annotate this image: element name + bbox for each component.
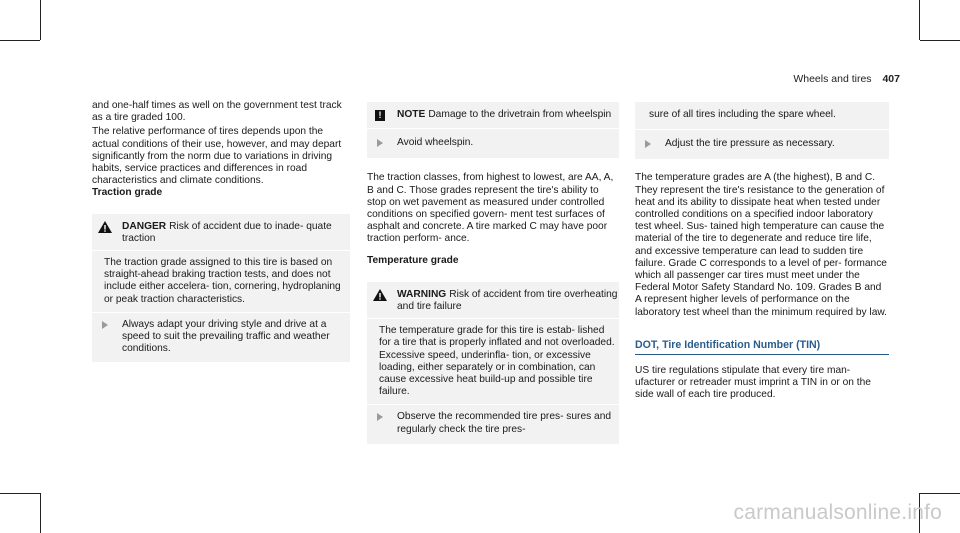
bullet-arrow-icon xyxy=(645,140,651,148)
warning-triangle-icon xyxy=(98,221,112,233)
warning-text: Risk of accident from tire overheating and tire failure xyxy=(397,288,618,313)
warning-label: WARNING xyxy=(397,288,447,300)
paragraph: US tire regulations stipulate that every tire man- ufacturer or retreader must imprint a TIN in or on the side wall of each tire produced. xyxy=(635,365,871,401)
section-heading: Traction grade xyxy=(92,187,163,199)
crop-mark xyxy=(0,493,40,494)
paragraph: and one-half times as well on the government test track as a tire graded 100. xyxy=(92,100,342,124)
page-header xyxy=(793,73,900,85)
page-number: 407 xyxy=(882,73,900,85)
note-box xyxy=(367,102,619,158)
crop-mark xyxy=(919,0,920,40)
danger-label: DANGER xyxy=(122,220,167,232)
crop-mark xyxy=(40,493,41,533)
warning-action: Observe the recommended tire pres- sures and regularly check the tire pres- xyxy=(397,411,612,435)
warning-continued-text: sure of all tires including the spare wheel. xyxy=(649,109,836,120)
section-heading: DOT, Tire Identification Number (TIN) xyxy=(635,338,821,351)
danger-body: The traction grade assigned to this tire is based on straight-ahead braking traction tests, and does not include either accelera- tion, cornering, hydroplaning or peak traction characteristics. xyxy=(104,257,341,305)
column-2 xyxy=(367,100,619,444)
crop-mark xyxy=(920,493,960,494)
note-action: Avoid wheelspin. xyxy=(397,137,474,149)
danger-action: Always adapt your driving style and drive at a speed to suit the prevailing traffic and weather conditions. xyxy=(122,318,330,355)
crop-mark xyxy=(0,40,40,41)
note-label: NOTE xyxy=(397,109,426,120)
tin-heading-block xyxy=(635,339,889,355)
paragraph: The traction classes, from highest to lowest, are AA, A, B and C. Those grades represent the tire's ability to stop on wet pavement as measured under controlled conditions on specified govern- ment test surfaces of asphalt and concrete. A tire marked C may have poor traction perform- ance. xyxy=(367,172,614,245)
danger-text: Risk of accident due to inade- quate traction xyxy=(122,220,332,244)
danger-box xyxy=(92,214,350,363)
warning-action-2: Adjust the tire pressure as necessary. xyxy=(665,138,835,150)
note-icon: ! xyxy=(375,110,385,121)
heading-rule xyxy=(635,354,889,355)
watermark: carmanualsonline.info xyxy=(733,501,942,524)
paragraph: The temperature grades are A (the highest), B and C. They represent the tire's resistance to the generation of heat and its ability to dissipate heat when tested under controlled conditions on a specified indoor laboratory test wheel. Sus- tained high temperature can cause the material of the tire to degenerate and reduce tire life, and excessive temperature can lead to sudden tire failure. Grade C corresponds to a level of per- formance which all passenger car tires must meet under the Federal Motor Safety Standard No. 109. Grades B and A represent higher levels of performance on the laboratory test wheel than the minimum required by law. xyxy=(635,172,887,318)
crop-mark xyxy=(920,40,960,41)
column-1 xyxy=(92,100,350,362)
column-3 xyxy=(635,100,889,402)
warning-body: The temperature grade for this tire is estab- lished for a tire that is properly inflated and not overloaded. Excessive speed, underinfla- tion, or excessive loading, either separately or in combination, can cause excessive heat build-up and possible tire failure. xyxy=(379,325,615,398)
warning-box-continued xyxy=(635,102,889,159)
bullet-arrow-icon xyxy=(102,321,108,329)
section-title: Wheels and tires xyxy=(793,73,872,85)
bullet-arrow-icon xyxy=(377,139,383,147)
section-heading: Temperature grade xyxy=(367,254,459,266)
note-text: Damage to the drivetrain from wheelspin xyxy=(428,109,612,120)
crop-mark xyxy=(40,0,41,40)
warning-box xyxy=(367,282,619,444)
paragraph: The relative performance of tires depends upon the actual conditions of their use, however, and may depart significantly from the norm due to variations in driving habits, service practices and differences in road characteristics and climate conditions. xyxy=(92,126,342,187)
bullet-arrow-icon xyxy=(377,413,383,421)
warning-triangle-icon xyxy=(373,289,387,301)
